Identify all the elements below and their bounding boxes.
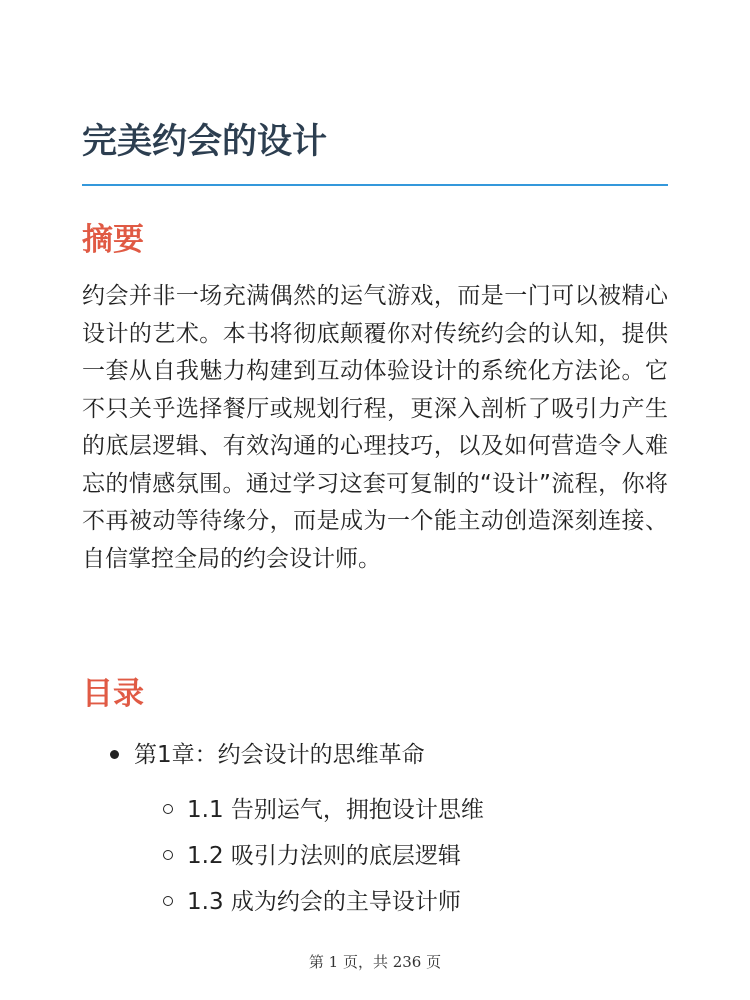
hollow-bullet-icon (163, 896, 173, 906)
page-number-footer: 第 1 页，共 236 页 (308, 953, 442, 971)
toc-section-1-3 (82, 882, 668, 922)
table-of-contents (82, 735, 668, 915)
toc-section-label: 1.3 成为约会的主导设计师 (187, 889, 461, 915)
toc-section-1-2 (82, 836, 668, 876)
hollow-bullet-icon (163, 804, 173, 814)
toc-section-1-1 (82, 790, 668, 830)
abstract-paragraph: 约会并非一场充满偶然的运气游戏，而是一门可以被精心设计的艺术。本书将彻底颠覆你对传统约会的认知，提供一套从自我魅力构建到互动体验设计的系统化方法论。它不只关乎选择餐厅或规划行程，更深入剖析了吸引力产生的底层逻辑、有效沟通的心理技巧，以及如何营造令人难忘的情感氛围。通过学习这套可复制的“设计”流程，你将不再被动等待缘分，而是成为一个能主动创造深刻连接、自信掌控全局的约会设计师。 (82, 283, 668, 572)
toc-section-label: 1.1 告别运气，拥抱设计思维 (187, 797, 484, 823)
toc-heading: 目录 (82, 676, 144, 712)
title-divider (82, 184, 668, 186)
filled-bullet-icon (110, 750, 119, 759)
toc-section-label: 1.2 吸引力法则的底层逻辑 (187, 843, 461, 869)
abstract-heading: 摘要 (82, 222, 144, 258)
hollow-bullet-icon (163, 850, 173, 860)
toc-chapter-1 (82, 735, 668, 915)
page-title: 完美约会的设计 (82, 122, 328, 162)
toc-chapter-label: 第1章：约会设计的思维革命 (134, 742, 425, 768)
toc-section-list (82, 790, 668, 928)
